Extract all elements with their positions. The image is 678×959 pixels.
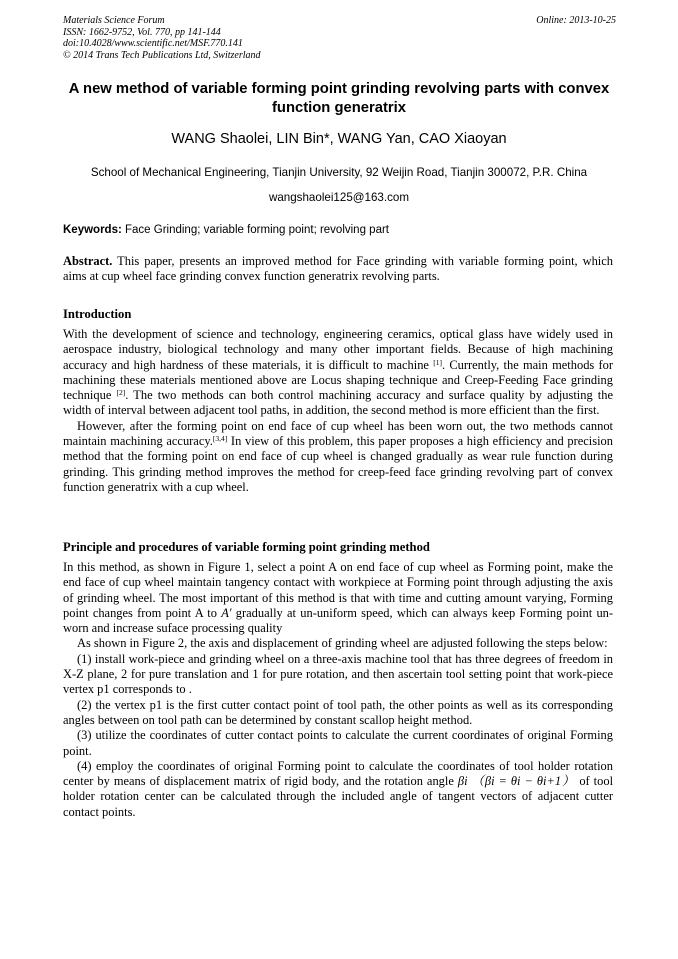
introduction-body [63,327,613,495]
step-1: (1) install work-piece and grinding wheel on a three-axis machine tool that has three degrees of freedom in X-Z plane, 2 for pure translation and 1 for pure rotation, and then ascertain tool setting point that work-piece vertex p1 corresponds to . [63,651,613,697]
citation-1: [1] [433,357,442,367]
intro-paragraph-2 [63,419,613,495]
intro-paragraph-1 [63,327,613,419]
author-email: wangshaolei125@163.com [268,191,410,204]
issn-line: ISSN: 1662-9752, Vol. 770, pp 141-144 [63,26,221,38]
step-4 [63,759,613,820]
beta-formula: （βi = θi − θi+1） [471,774,576,789]
intro-p2-text-b: In view of this problem, this paper proposes a high efficiency and precision method that the forming point on end face of cup wheel is changed gradually as wear rule function during grinding. This grinding method improves the method for creep-feed face grinding revolving part of convex function generatrix with a cup wheel. [63,434,613,494]
intro-p1-text-c: . The two methods can both control machining accuracy and surface quality by adjusting the width of interval between adjacent tool paths, in addition, the second method is more efficient than the first. [63,388,614,418]
step-2: (2) the vertex p1 is the first cutter contact point of tool path, the other points as well as its corresponding angles between on tool path can be determined by constant scallop height method. [63,697,613,727]
paper-title: A new method of variable forming point grinding revolving parts with convex function generatrix [68,81,610,116]
citation-2: [2] [116,388,126,398]
step-3: (3) utilize the coordinates of cutter contact points to calculate the current coordinates of original Forming point. [63,728,613,758]
keywords [63,224,623,236]
abstract-label: Abstract. [63,254,113,268]
abstract [63,254,613,285]
principle-paragraph-1 [63,560,613,636]
keywords-label: Keywords: [63,224,122,236]
step-4-text-a: (4) employ the coordinates of original Forming point to calculate the coordinates of tool holder rotation center by means of displacement matrix of rigid body, and the rotation angle [63,758,613,789]
abstract-text: This paper, presents an improved method for Face grinding with variable forming point, which aims at cup wheel face grinding convex function generatrix revolving parts. [63,254,613,284]
online-date: Online: 2013-10-25 [536,15,616,26]
intro-p1-text-b: . Currently, the main methods for machining these materials mentioned above are Locus shaping technique and Creep-Feeding Face grinding technique [63,357,613,403]
affiliation: School of Mechanical Engineering, Tianjin University, 92 Weijin Road, Tianjin 300072, P.R. China [90,166,588,179]
intro-p1-text-a: With the development of science and technology, engineering ceramics, optical glass have widely used in aerospace industry, biological technology and many other important fields. Because of high machining accuracy and high hardness of these materials, it is difficult to machine [63,327,613,372]
beta-symbol: βi [457,774,468,789]
a-prime-symbol: A′ [221,605,232,620]
copyright-line: © 2014 Trans Tech Publications Ltd, Switzerland [63,49,261,61]
citation-3-4: [3,4] [212,434,228,444]
author-list: WANG Shaolei, LIN Bin*, WANG Yan, CAO Xiaoyan [171,131,507,147]
intro-p2-text-a: However, after the forming point on end face of cup wheel has been worn out, the two methods cannot maintain machining accuracy. [63,418,613,449]
journal-name: Materials Science Forum [63,15,165,26]
step-4-text-b: of tool holder rotation center can be calculated through the included angle of tangent vectors of adjacent cutter contact points. [63,774,614,819]
principle-paragraph-2: As shown in Figure 2, the axis and displacement of grinding wheel are adjusted following the steps below: [77,636,608,651]
doi-line: doi:10.4028/www.scientific.net/MSF.770.141 [63,38,243,49]
keywords-text: Face Grinding; variable forming point; revolving part [125,224,389,236]
principle-heading: Principle and procedures of variable forming point grinding method [63,540,430,554]
principle-p1-text-b: gradually at un-uniform speed, which can always keep Forming point un-worn and increase suface processing quality [63,605,614,636]
principle-p1-text-a: In this method, as shown in Figure 1, select a point A on end face of cup wheel as Forming point, make the end face of cup wheel maintain tangency contact with workpiece at Forming point through adjusting the axis of grinding wheel. The most important of this method is that with time and cutting amount varying, Forming point changes from point A to [63,560,613,620]
introduction-heading: Introduction [63,307,132,321]
principle-body [63,560,613,820]
journal-header [63,15,261,61]
